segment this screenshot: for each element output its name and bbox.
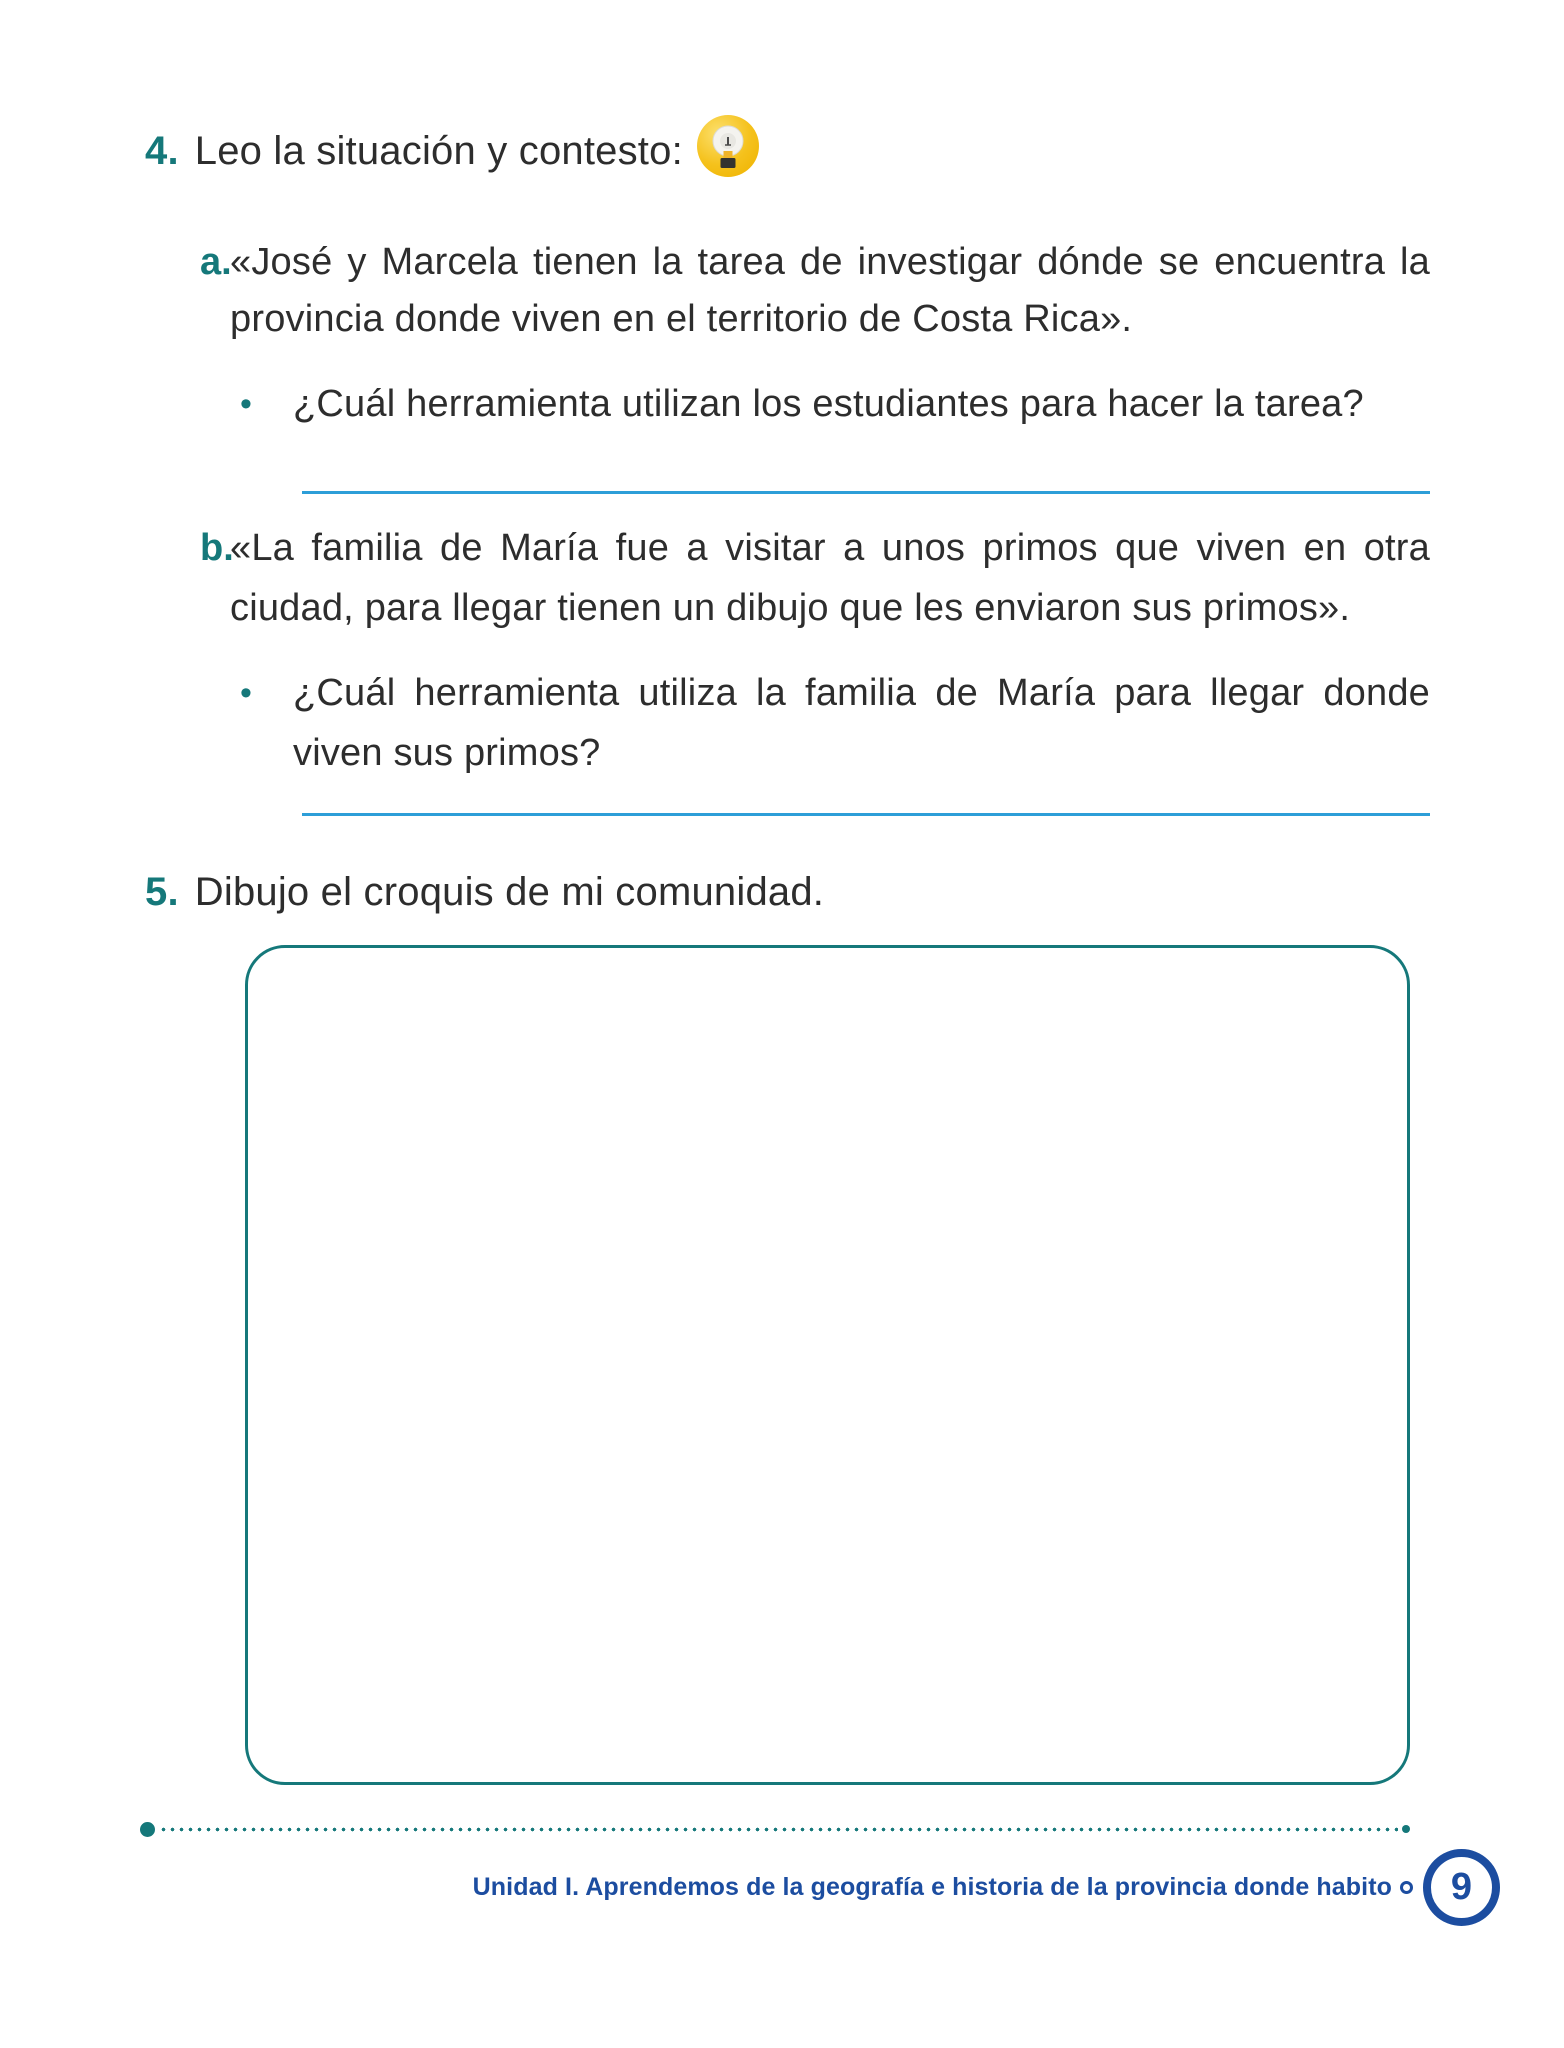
item-a-quote: «José y Marcela tienen la tarea de investigar dónde se encuentra la provincia donde viven en el territorio de Costa Rica».	[230, 241, 1430, 340]
question-b	[240, 663, 1564, 783]
page-number: 9	[1450, 1866, 1473, 1908]
page-footer	[0, 1849, 1564, 1926]
exercise-5-prompt: Dibujo el croquis de mi comunidad.	[194, 869, 825, 914]
item-b-label: b.	[200, 527, 234, 569]
page-number-dot	[1400, 1881, 1413, 1894]
question-a-text: ¿Cuál herramienta utilizan los estudiantes para hacer la tarea?	[293, 383, 1364, 425]
question-a	[240, 376, 1564, 433]
exercise-4-prompt: Leo la situación y contesto:	[194, 128, 683, 173]
drawing-box[interactable]	[245, 945, 1410, 1785]
item-b-quote: «La familia de María fue a visitar a unos primos que viven en otra ciudad, para llegar tienen un dibujo que les enviaron sus primos».	[230, 527, 1430, 629]
dotted-separator	[140, 1821, 1410, 1837]
bullet-icon: •	[240, 385, 252, 423]
exercise-4-number: 4.	[145, 128, 179, 173]
exercise-5-header	[145, 862, 1564, 922]
item-b	[200, 518, 1564, 638]
bullet-icon: •	[240, 674, 252, 712]
answer-line-2[interactable]	[302, 813, 1430, 816]
lightbulb-icon	[697, 115, 759, 187]
item-a	[200, 234, 1564, 348]
question-b-text: ¿Cuál herramienta utiliza la familia de María para llegar donde viven sus primos?	[293, 672, 1430, 774]
exercise-5-number: 5.	[145, 869, 179, 914]
item-a-label: a.	[200, 241, 232, 283]
separator-dotted-line	[159, 1827, 1398, 1832]
unit-title: Unidad I. Aprendemos de la geografía e historia de la provincia donde habito	[472, 1873, 1392, 1901]
answer-line-1[interactable]	[302, 491, 1430, 494]
separator-end-dot-right	[1402, 1825, 1410, 1833]
separator-end-dot-left	[140, 1822, 155, 1837]
exercise-4-header	[145, 120, 1564, 182]
page-number-badge	[1423, 1849, 1500, 1926]
